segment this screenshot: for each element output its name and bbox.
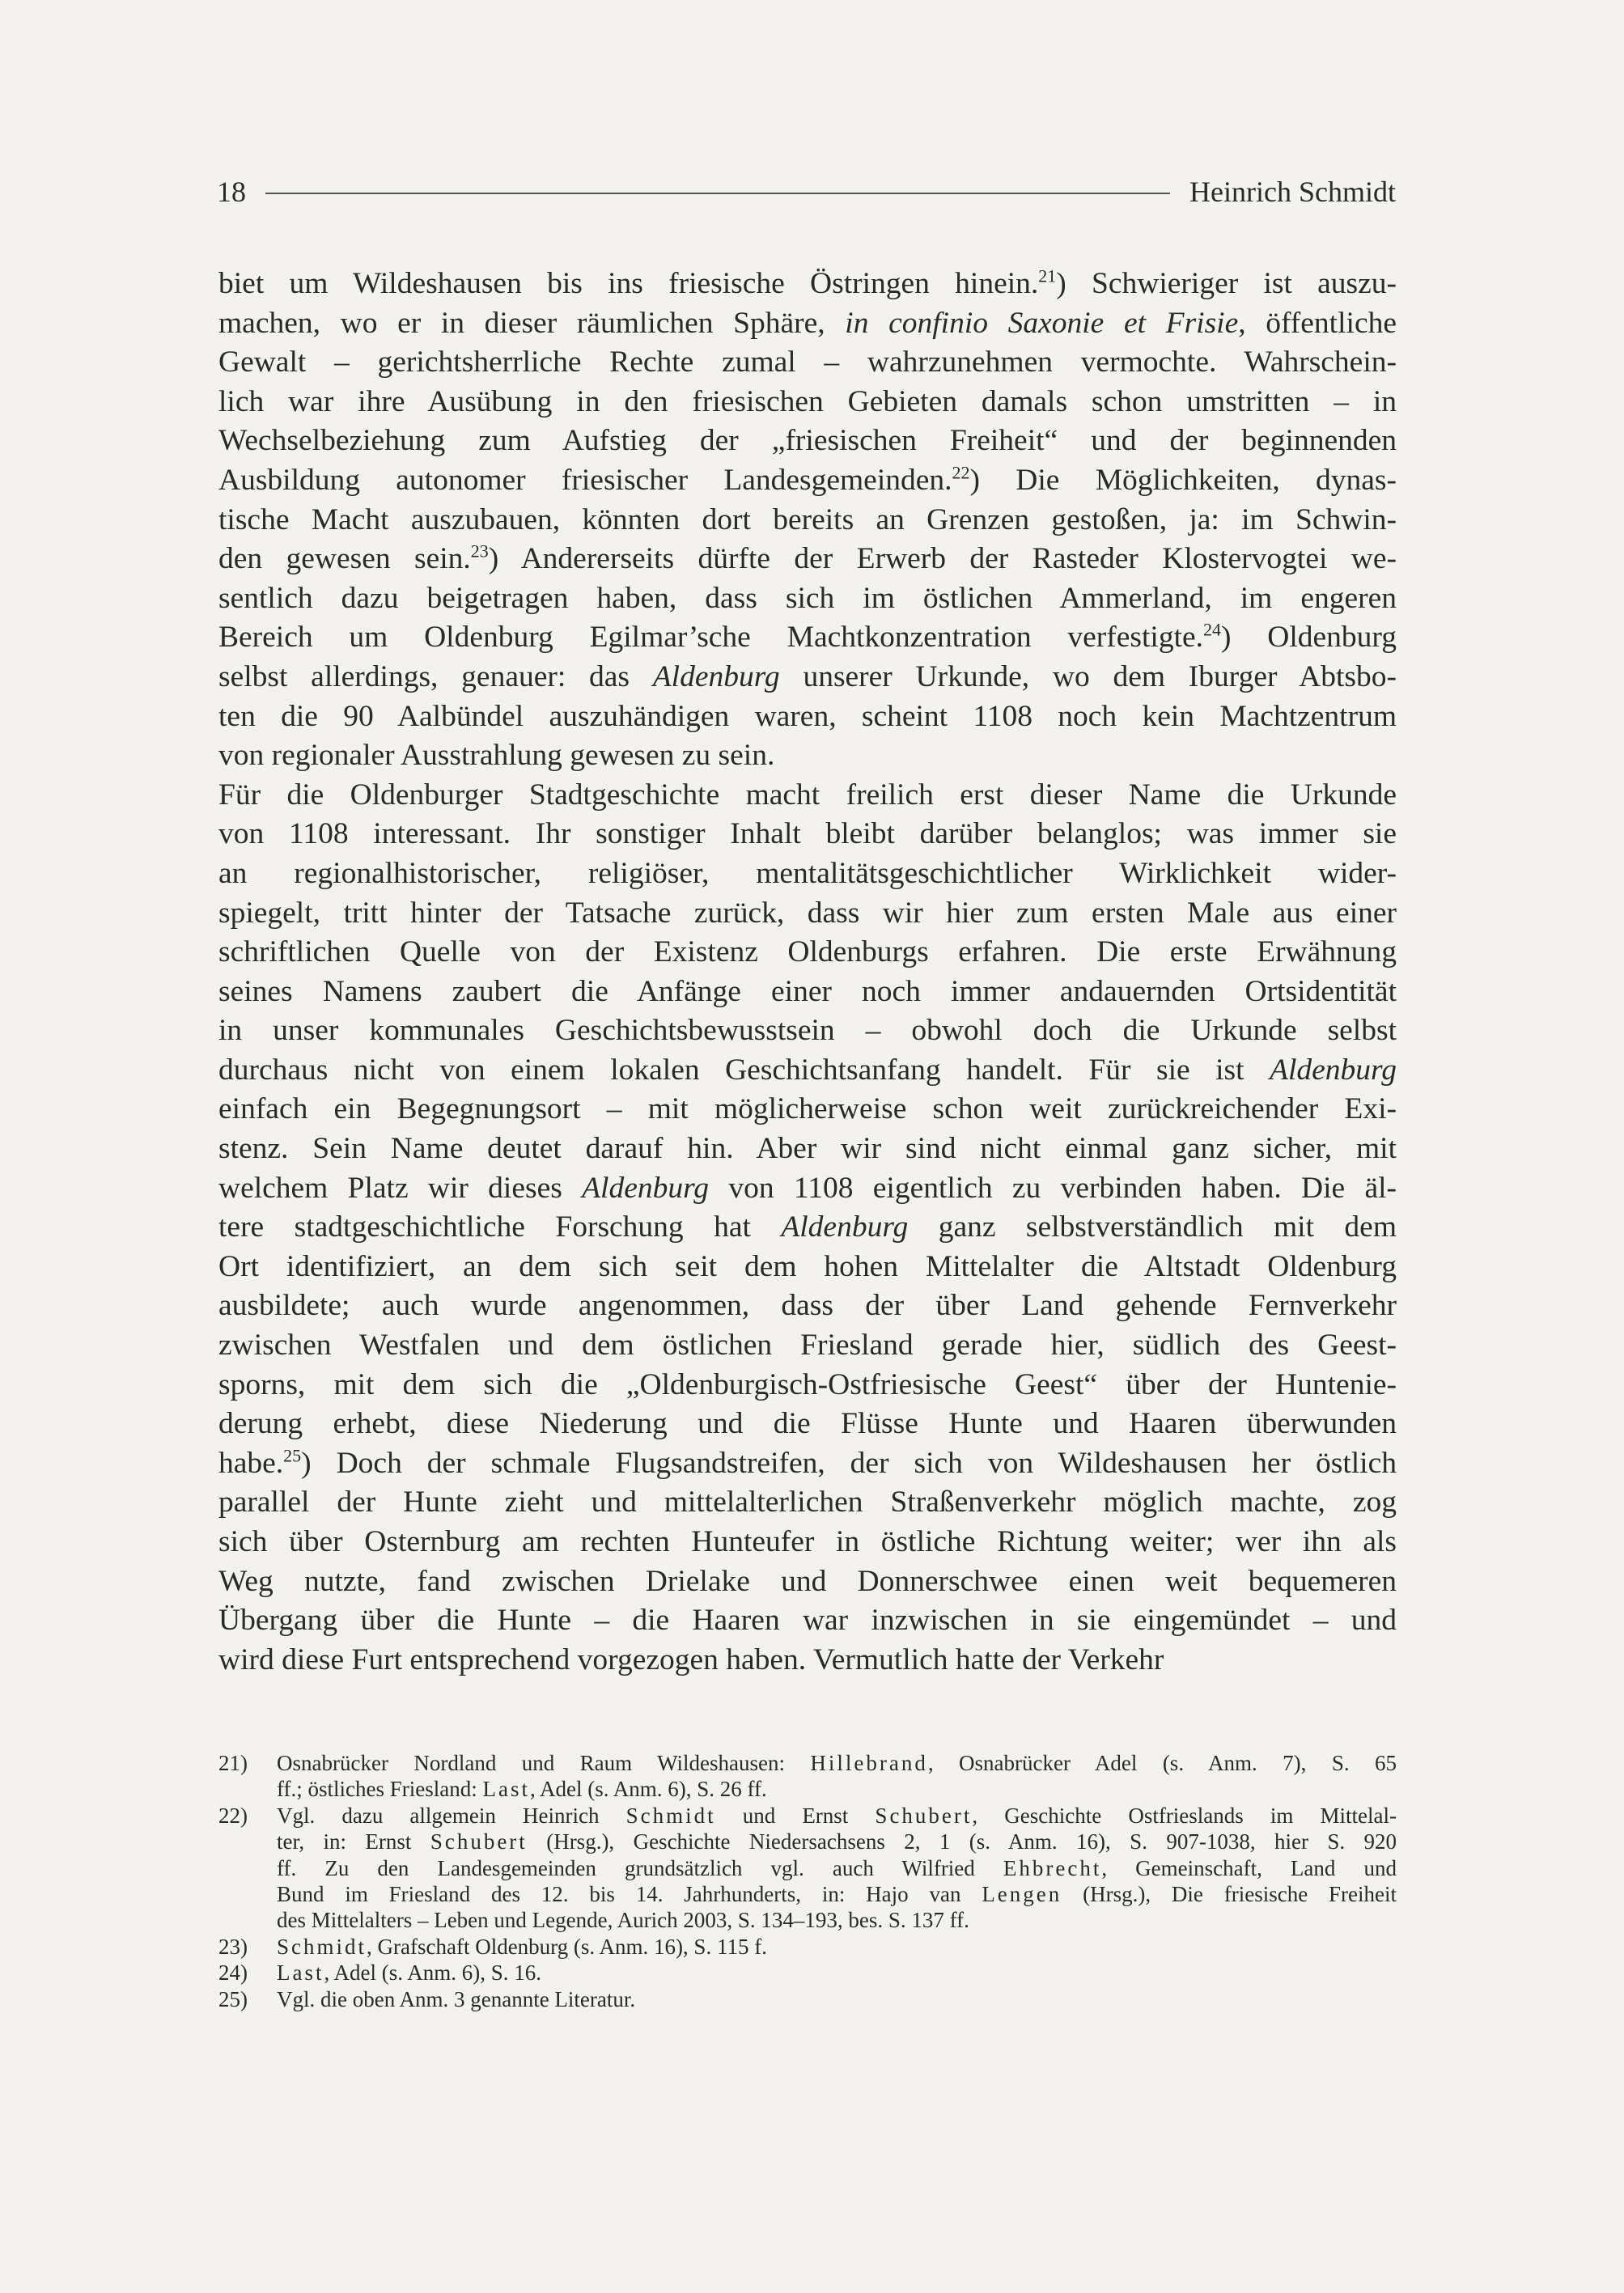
text-run: von 1108 eigentlich zu verbinden haben. Die äl- bbox=[709, 1171, 1397, 1205]
author-name: Lengen bbox=[982, 1882, 1062, 1907]
text-run: , Grafschaft Oldenburg (s. Anm. 16), S. 115 f. bbox=[367, 1934, 767, 1959]
text-run: stenz. Sein Name deutet darauf hin. Aber wir sind nicht einmal ganz sicher, mit bbox=[218, 1132, 1397, 1166]
text-run: unserer Urkunde, wo dem Iburger Abtsbo- bbox=[779, 659, 1397, 693]
author-name: Last bbox=[482, 1777, 530, 1802]
text-run: schriftlichen Quelle von der Existenz Oldenburgs erfahren. Die erste Erwähnung bbox=[218, 935, 1397, 969]
text-run: Vgl. dazu allgemein Heinrich bbox=[277, 1803, 626, 1828]
text-run: habe. bbox=[218, 1446, 284, 1480]
text-run: ten die 90 Aalbündel auszuhändigen waren, scheint 1108 noch kein Machtzentrum bbox=[218, 699, 1397, 733]
text-run: , öffentliche bbox=[1238, 306, 1397, 340]
text-run: welchem Platz wir dieses bbox=[218, 1171, 583, 1205]
body-line bbox=[218, 618, 1397, 658]
body-line bbox=[218, 658, 1397, 697]
text-run: Vgl. die oben Anm. 3 genannte Literatur. bbox=[277, 1986, 636, 2011]
footnote-line bbox=[277, 1881, 1397, 1907]
text-run: (Hrsg.), Geschichte Niedersachsens 2, 1 (s. Anm. 16), S. 907-1038, hier S. 920 bbox=[527, 1829, 1397, 1854]
footnote-line bbox=[277, 1986, 1397, 2012]
footnote-text bbox=[277, 1960, 1397, 1986]
text-run: machen, wo er in dieser räumlichen Sphäre, bbox=[218, 306, 846, 340]
body-line bbox=[218, 1366, 1397, 1405]
text-run: Bund im Friesland des 12. bis 14. Jahrhunderts, in: Hajo van bbox=[277, 1882, 982, 1907]
body-line bbox=[218, 501, 1397, 540]
body-line bbox=[218, 1641, 1397, 1681]
footnote bbox=[218, 1750, 1397, 1803]
text-run: , Osnabrücker Adel (s. Anm. 7), S. 65 bbox=[927, 1751, 1397, 1775]
text-run: den gewesen sein. bbox=[218, 542, 471, 576]
text-run: zwischen Westfalen und dem östlichen Friesland gerade hier, südlich des Geest- bbox=[218, 1329, 1397, 1363]
body-line bbox=[218, 697, 1397, 737]
footnote bbox=[218, 1960, 1397, 1986]
footnote bbox=[218, 1986, 1397, 2012]
body-line bbox=[218, 1090, 1397, 1130]
text-run: Ort identifiziert, an dem sich seit dem hohen Mittelalter die Altstadt Oldenburg bbox=[218, 1249, 1397, 1283]
text-run: Bereich um Oldenburg Egilmar’sche Machtkonzentration verfestigte. bbox=[218, 621, 1204, 655]
body-line bbox=[218, 304, 1397, 344]
footnote-text bbox=[277, 1750, 1397, 1803]
body-line bbox=[218, 933, 1397, 973]
footnote-line bbox=[277, 1829, 1397, 1854]
footnote-line bbox=[277, 1855, 1397, 1881]
body-line bbox=[218, 854, 1397, 894]
text-run: tere stadtgeschichtliche Forschung hat bbox=[218, 1210, 782, 1244]
text-run: tische Macht auszubauen, könnten dort bereits an Grenzen gestoßen, ja: im Schwin- bbox=[218, 502, 1397, 536]
italic-text: in confinio Saxonie et Frisie bbox=[845, 306, 1239, 340]
author-name: Schubert bbox=[875, 1803, 973, 1828]
text-run: Osnabrücker Nordland und Raum Wildeshausen: bbox=[277, 1751, 811, 1775]
text-run: ) Doch der schmale Flugsandstreifen, der sich von Wildeshausen her östlich bbox=[301, 1446, 1397, 1480]
body-line bbox=[218, 1405, 1397, 1444]
text-run: ganz selbstverständlich mit dem bbox=[908, 1210, 1397, 1244]
body-text bbox=[218, 265, 1397, 1680]
body-line bbox=[218, 1248, 1397, 1287]
text-run: einfach ein Begegnungsort – mit möglicherweise schon weit zurückreichender Exi- bbox=[218, 1092, 1397, 1126]
italic-text: Aldenburg bbox=[1270, 1053, 1397, 1087]
text-run: Übergang über die Hunte – die Haaren war inzwischen in sie eingemündet – und bbox=[218, 1604, 1397, 1638]
text-run: Gewalt – gerichtsherrliche Rechte zumal – wahrzunehmen vermochte. Wahrschein- bbox=[218, 345, 1397, 379]
text-run: biet um Wildeshausen bis ins friesische Östringen hinein. bbox=[218, 267, 1039, 300]
body-line bbox=[218, 1169, 1397, 1209]
footnote-ref[interactable]: 23 bbox=[470, 540, 489, 562]
body-line bbox=[218, 1483, 1397, 1523]
author-name: Ehbrecht bbox=[1003, 1855, 1102, 1880]
text-run: lich war ihre Ausübung in den friesischen Gebieten damals schon umstritten – in bbox=[218, 384, 1397, 418]
text-run: , Gemeinschaft, Land und bbox=[1101, 1855, 1397, 1880]
body-line bbox=[218, 265, 1397, 304]
body-line bbox=[218, 343, 1397, 383]
footnote-ref[interactable]: 25 bbox=[283, 1445, 302, 1466]
text-run: und Ernst bbox=[715, 1803, 876, 1828]
body-line bbox=[218, 815, 1397, 854]
body-line bbox=[218, 540, 1397, 579]
body-line bbox=[218, 383, 1397, 422]
footnote-line bbox=[277, 1907, 1397, 1933]
footnote-line bbox=[277, 1750, 1397, 1776]
body-line bbox=[218, 776, 1397, 816]
text-run: parallel der Hunte zieht und mittelalterlichen Straßenverkehr möglich machte, zog bbox=[218, 1486, 1397, 1519]
text-run: wird diese Furt entsprechend vorgezogen haben. Vermutlich hatte der Verkehr bbox=[218, 1642, 1164, 1676]
running-head bbox=[217, 172, 1396, 212]
footnote-line bbox=[277, 1960, 1397, 1986]
footnote-number: 21) bbox=[218, 1751, 248, 1775]
footnote bbox=[218, 1803, 1397, 1934]
text-run: (Hrsg.), Die friesische Freiheit bbox=[1062, 1882, 1397, 1907]
footnote-ref[interactable]: 21 bbox=[1038, 265, 1057, 286]
italic-text: Aldenburg bbox=[582, 1171, 710, 1205]
italic-text: Aldenburg bbox=[781, 1210, 909, 1244]
footnote-number: 25) bbox=[218, 1986, 248, 2011]
footnote-number: 23) bbox=[218, 1934, 248, 1959]
body-line bbox=[218, 1051, 1397, 1091]
text-run: Wechselbeziehung zum Aufstieg der „friesischen Freiheit“ und der beginnenden bbox=[218, 424, 1397, 458]
text-run: selbst allerdings, genauer: das bbox=[218, 659, 653, 693]
text-run: des Mittelalters – Leben und Legende, Aurich 2003, S. 134–193, bes. S. 137 ff. bbox=[277, 1908, 969, 1933]
author-name: Last bbox=[277, 1960, 324, 1986]
text-run: sich über Osternburg am rechten Hunteufer in östliche Richtung weiter; wer ihn als bbox=[218, 1525, 1397, 1558]
footnote-text bbox=[277, 1803, 1397, 1934]
text-run: ) Schwieriger ist auszu- bbox=[1056, 267, 1397, 300]
footnote-text bbox=[277, 1986, 1397, 2012]
footnote-number: 22) bbox=[218, 1803, 248, 1828]
text-run: Weg nutzte, fand zwischen Drielake und Donnerschwee einen weit bequemeren bbox=[218, 1564, 1397, 1598]
text-run: sentlich dazu beigetragen haben, dass sich im östlichen Ammerland, im engeren bbox=[218, 581, 1397, 615]
footnote-line bbox=[277, 1803, 1397, 1829]
body-line bbox=[218, 1130, 1397, 1169]
text-run: , Adel (s. Anm. 6), S. 16. bbox=[324, 1960, 542, 1986]
text-run: Ausbildung autonomer friesischer Landesgemeinden. bbox=[218, 463, 952, 497]
footnote-line bbox=[277, 1934, 1397, 1960]
text-run: ter, in: Ernst bbox=[277, 1829, 430, 1854]
footnote-ref[interactable]: 22 bbox=[952, 462, 970, 483]
footnote-text bbox=[277, 1934, 1397, 1960]
text-run: an regionalhistorischer, religiöser, mentalitätsgeschichtlicher Wirklichkeit wider- bbox=[218, 856, 1397, 890]
author-name: Schmidt bbox=[625, 1803, 716, 1828]
body-line bbox=[218, 1326, 1397, 1366]
text-run: , Adel (s. Anm. 6), S. 26 ff. bbox=[529, 1777, 767, 1802]
body-line bbox=[218, 894, 1397, 934]
text-run: , Geschichte Ostfrieslands im Mittelal- bbox=[972, 1803, 1397, 1828]
italic-text: Aldenburg bbox=[652, 659, 780, 693]
text-run: seines Namens zaubert die Anfänge einer noch immer andauernden Ortsidentität bbox=[218, 974, 1397, 1008]
body-line bbox=[218, 579, 1397, 619]
body-line bbox=[218, 973, 1397, 1012]
footnotes bbox=[218, 1750, 1397, 2012]
text-run: spiegelt, tritt hinter der Tatsache zurück, dass wir hier zum ersten Male aus einer bbox=[218, 896, 1397, 930]
footnote-number: 24) bbox=[218, 1960, 248, 1986]
header-rule bbox=[265, 193, 1170, 194]
text-run: ) Oldenburg bbox=[1221, 621, 1397, 655]
text-run: ausbildete; auch wurde angenommen, dass der über Land gehende Fernverkehr bbox=[218, 1289, 1397, 1323]
text-run: Für die Oldenburger Stadtgeschichte macht freilich erst dieser Name die Urkunde bbox=[218, 778, 1397, 812]
body-line bbox=[218, 461, 1397, 501]
body-line bbox=[218, 1562, 1397, 1602]
text-run: ff. Zu den Landesgemeinden grundsätzlich vgl. auch Wilfried bbox=[277, 1855, 1003, 1880]
body-line bbox=[218, 1601, 1397, 1641]
author-name: Schubert bbox=[430, 1829, 528, 1854]
body-line bbox=[218, 422, 1397, 461]
body-line bbox=[218, 1523, 1397, 1562]
body-line bbox=[218, 1208, 1397, 1248]
text-run: von 1108 interessant. Ihr sonstiger Inhalt bleibt darüber belanglos; was immer sie bbox=[218, 817, 1397, 851]
text-run: in unser kommunales Geschichtsbewusstsein – obwohl doch die Urkunde selbst bbox=[218, 1014, 1397, 1048]
text-run: ) Andererseits dürfte der Erwerb der Rasteder Klostervogtei we- bbox=[488, 542, 1397, 576]
body-line bbox=[218, 1444, 1397, 1484]
author-name: Schmidt bbox=[277, 1934, 367, 1959]
footnote bbox=[218, 1934, 1397, 1960]
text-run: ) Die Möglichkeiten, dynas- bbox=[969, 463, 1397, 497]
text-run: von regionaler Ausstrahlung gewesen zu sein. bbox=[218, 739, 775, 773]
footnote-ref[interactable]: 24 bbox=[1203, 619, 1222, 640]
footnote-line bbox=[277, 1776, 1397, 1802]
page-number: 18 bbox=[217, 176, 246, 208]
body-line bbox=[218, 736, 1397, 776]
text-run: ff.; östliches Friesland: bbox=[277, 1777, 483, 1802]
text-run: durchaus nicht von einem lokalen Geschichtsanfang handelt. Für sie ist bbox=[218, 1053, 1270, 1087]
body-line bbox=[218, 1286, 1397, 1326]
author-name: Hillebrand bbox=[810, 1751, 928, 1775]
running-title: Heinrich Schmidt bbox=[1189, 176, 1396, 208]
text-run: sporns, mit dem sich die „Oldenburgisch-Ostfriesische Geest“ über der Huntenie- bbox=[218, 1367, 1397, 1401]
body-line bbox=[218, 1011, 1397, 1051]
text-run: derung erhebt, diese Niederung und die Flüsse Hunte und Haaren überwunden bbox=[218, 1407, 1397, 1441]
